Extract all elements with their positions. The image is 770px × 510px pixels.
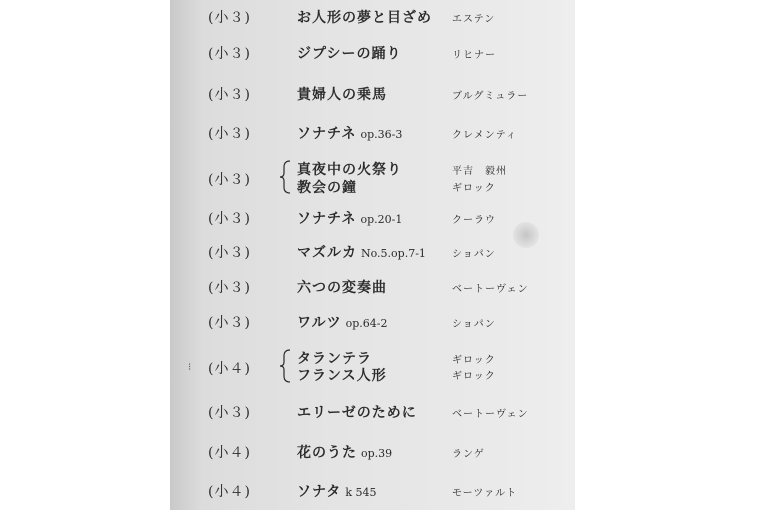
grade-label: (小３) (208, 126, 251, 142)
opus-number: op.39 (361, 447, 393, 460)
composer-name: クーラウ (452, 215, 496, 226)
grade-label: (小３) (208, 245, 251, 261)
grade-label: (小３) (208, 280, 251, 296)
grade-label: (小３) (208, 211, 251, 227)
composer-name: クレメンティ (452, 130, 517, 141)
piece-title: 教会の鐘 (297, 180, 357, 196)
piece-title: 貴婦人の乗馬 (297, 87, 387, 103)
piece-title: 真夜中の火祭り (297, 162, 402, 178)
grade-label: (小３) (208, 405, 251, 421)
composer-name: ギロック (452, 355, 496, 366)
piece-title: 花のうた op.39 (297, 445, 393, 461)
piece-title: ジプシーの踊り (297, 46, 402, 62)
composer-name: モーツァルト (452, 488, 518, 499)
page-smudge (513, 222, 539, 248)
composer-name: ベートーヴェン (452, 409, 529, 420)
piece-title: ワルツ op.64-2 (297, 315, 388, 331)
grade-label: (小４) (208, 445, 251, 461)
grade-label: (小４) (208, 484, 251, 500)
piece-title: ソナチネ op.36-3 (297, 126, 403, 142)
grade-label: (小３) (208, 172, 251, 188)
composer-name: ブルグミュラー (452, 91, 529, 102)
composer-name: ランゲ (452, 449, 485, 460)
brace-icon (279, 349, 291, 383)
piece-title: タランテラ (297, 351, 372, 367)
opus-number: k 545 (345, 486, 377, 499)
piece-title: フランス人形 (297, 368, 387, 384)
piece-title: マズルカ No.5.op.7-1 (297, 245, 426, 261)
brace-icon (279, 160, 291, 194)
piece-title: ソナチネ op.20-1 (297, 211, 403, 227)
grade-label: (小３) (208, 46, 251, 62)
piece-title: お人形の夢と目ざめ (297, 10, 432, 26)
opus-number: op.20-1 (360, 213, 403, 226)
grade-label: (小３) (208, 10, 251, 26)
grade-label: (小３) (208, 87, 251, 103)
opus-number: op.36-3 (360, 128, 403, 141)
page-edge-mark: ⁝ (188, 362, 192, 373)
grade-label: (小３) (208, 315, 251, 331)
opus-number: No.5.op.7-1 (361, 247, 426, 260)
piece-title: ソナタ k 545 (297, 484, 377, 500)
composer-name: ショパン (452, 249, 496, 260)
composer-name: 平吉 毅州 (452, 166, 507, 177)
composer-name: ベートーヴェン (452, 284, 529, 295)
composer-name: ギロック (452, 183, 496, 194)
composer-name: エステン (452, 14, 496, 25)
opus-number: op.64-2 (345, 317, 388, 330)
composer-name: ギロック (452, 371, 496, 382)
composer-name: リヒナー (452, 50, 496, 61)
piece-title: エリーゼのために (297, 405, 417, 421)
piece-title: 六つの変奏曲 (297, 280, 387, 296)
grade-label: (小４) (208, 361, 251, 377)
composer-name: ショパン (452, 319, 496, 330)
